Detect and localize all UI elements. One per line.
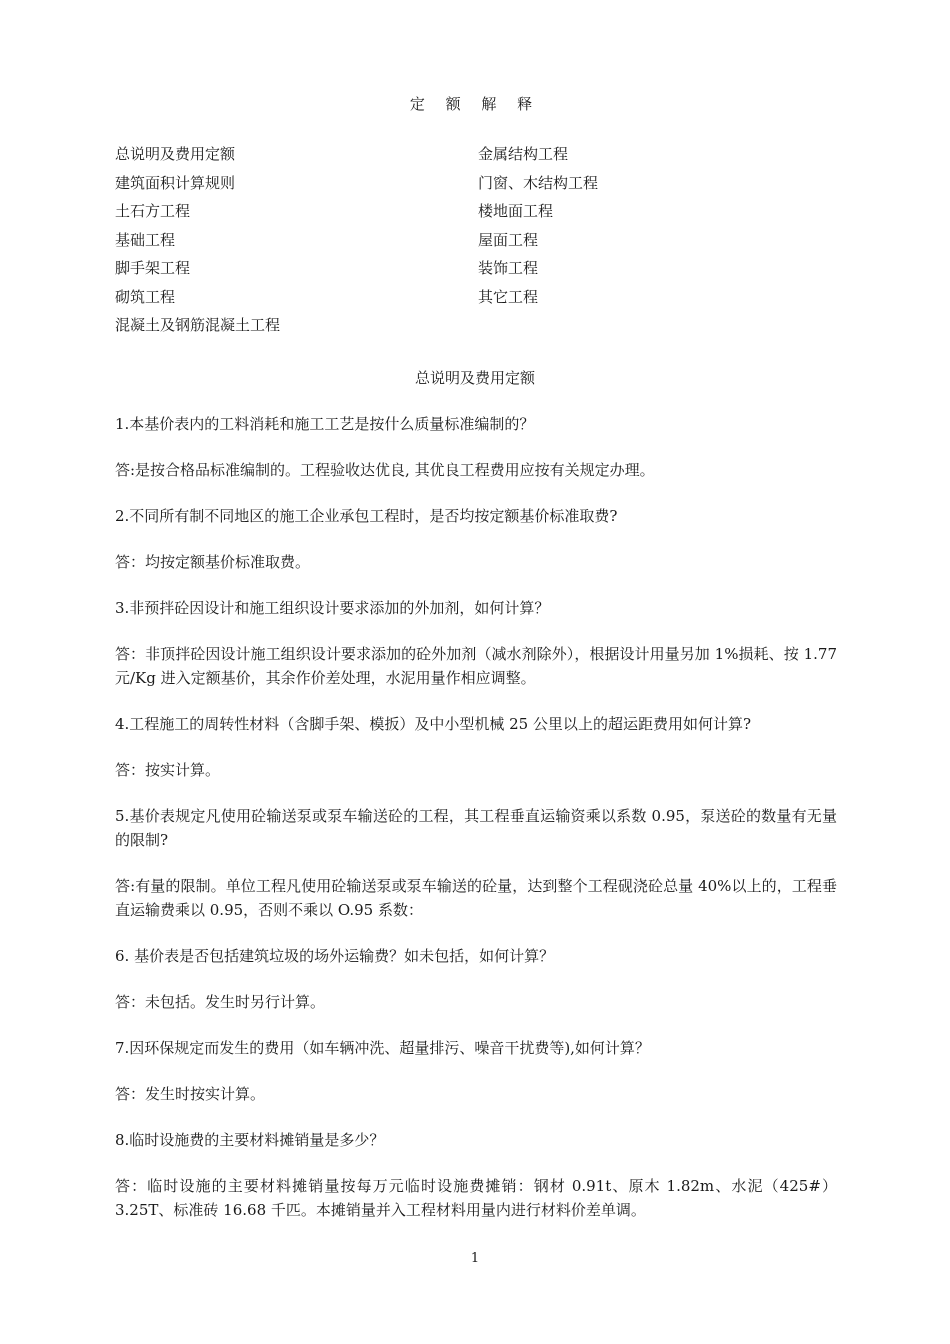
question: 5.基价表规定凡使用砼输送泵或泵车输送砼的工程，其工程垂直运输资乘以系数 0.95，泵送砼的数量有无量的限制?	[115, 807, 837, 849]
question: 4.工程施工的周转性材料（含脚手架、模扳）及中小型机械 25 公里以上的超运距费用如何计算?	[115, 715, 751, 733]
answer: 答：未包括。发生时另行计算。	[115, 993, 326, 1011]
toc-left-column	[115, 143, 280, 343]
question: 7.因环保规定而发生的费用（如车辆冲洗、超量排污、噪音干扰费等),如何计算？	[115, 1039, 650, 1057]
page-number: 1	[470, 1251, 480, 1266]
document-title: 定 额 解 释	[409, 95, 541, 113]
toc-item: 总说明及费用定额	[115, 145, 236, 163]
toc-item: 混凝土及钢筋混凝土工程	[115, 316, 281, 334]
toc-right-column	[478, 143, 598, 314]
toc-item: 脚手架工程	[115, 259, 191, 277]
question: 6. 基价表是否包括建筑垃圾的场外运输费？如未包括，如何计算？	[115, 947, 555, 965]
toc-item: 装饰工程	[478, 259, 539, 277]
toc-item: 金属结构工程	[478, 145, 569, 163]
toc-item: 楼地面工程	[478, 202, 554, 220]
question: 3.非预拌砼因设计和施工组织设计要求添加的外加剂，如何计算？	[115, 599, 550, 617]
qa-content	[115, 412, 837, 1244]
toc-item: 砌筑工程	[115, 287, 176, 306]
toc-item: 屋面工程	[478, 230, 539, 249]
section-title: 总说明及费用定额	[414, 369, 535, 387]
answer: 答：按实计算。	[115, 761, 221, 779]
answer: 答：均按定额基价标准取费。	[115, 553, 311, 571]
answer: 答:是按合格品标准编制的。工程验收达优良, 其优良工程费用应按有关规定办理。	[115, 461, 655, 479]
answer: 答：非顶拌砼因设计施工组织设计要求添加的砼外加剂（减水剂除外），根据设计用量另加 1%损耗、按 1.77 元/Kg 进入定额基价，其余作价差处理，水泥用量作相应调整。	[115, 645, 837, 687]
answer: 答：临时设施的主要材料摊销量按每万元临时设施费摊销：钢材 0.91t、原木 1.82m、水泥（425#）3.25T、标准砖 16.68 千匹。本摊销量并入工程材料用量内进行材料价差单调。	[115, 1177, 837, 1219]
toc-item: 其它工程	[478, 287, 539, 306]
toc-item: 土石方工程	[115, 202, 191, 220]
answer: 答:有量的限制。单位工程凡使用砼输送泵或泵车输送的砼量，达到整个工程砚浇砼总量 40%以上的，工程垂直运输费乘以 0.95，否则不乘以 O.95 系数：	[115, 877, 837, 919]
question: 2.不同所有制不同地区的施工企业承包工程时，是否均按定额基价标准取费?	[115, 507, 618, 525]
toc-item: 基础工程	[115, 230, 176, 249]
answer: 答：发生时按实计算。	[115, 1085, 266, 1103]
question: 1.本基价表内的工料消耗和施工工艺是按什么质量标准编制的？	[115, 415, 535, 433]
question: 8.临时设施费的主要材料摊销量是多少？	[115, 1131, 385, 1149]
toc-item: 建筑面积计算规则	[115, 173, 236, 192]
toc-item: 门窗、木结构工程	[478, 173, 599, 192]
